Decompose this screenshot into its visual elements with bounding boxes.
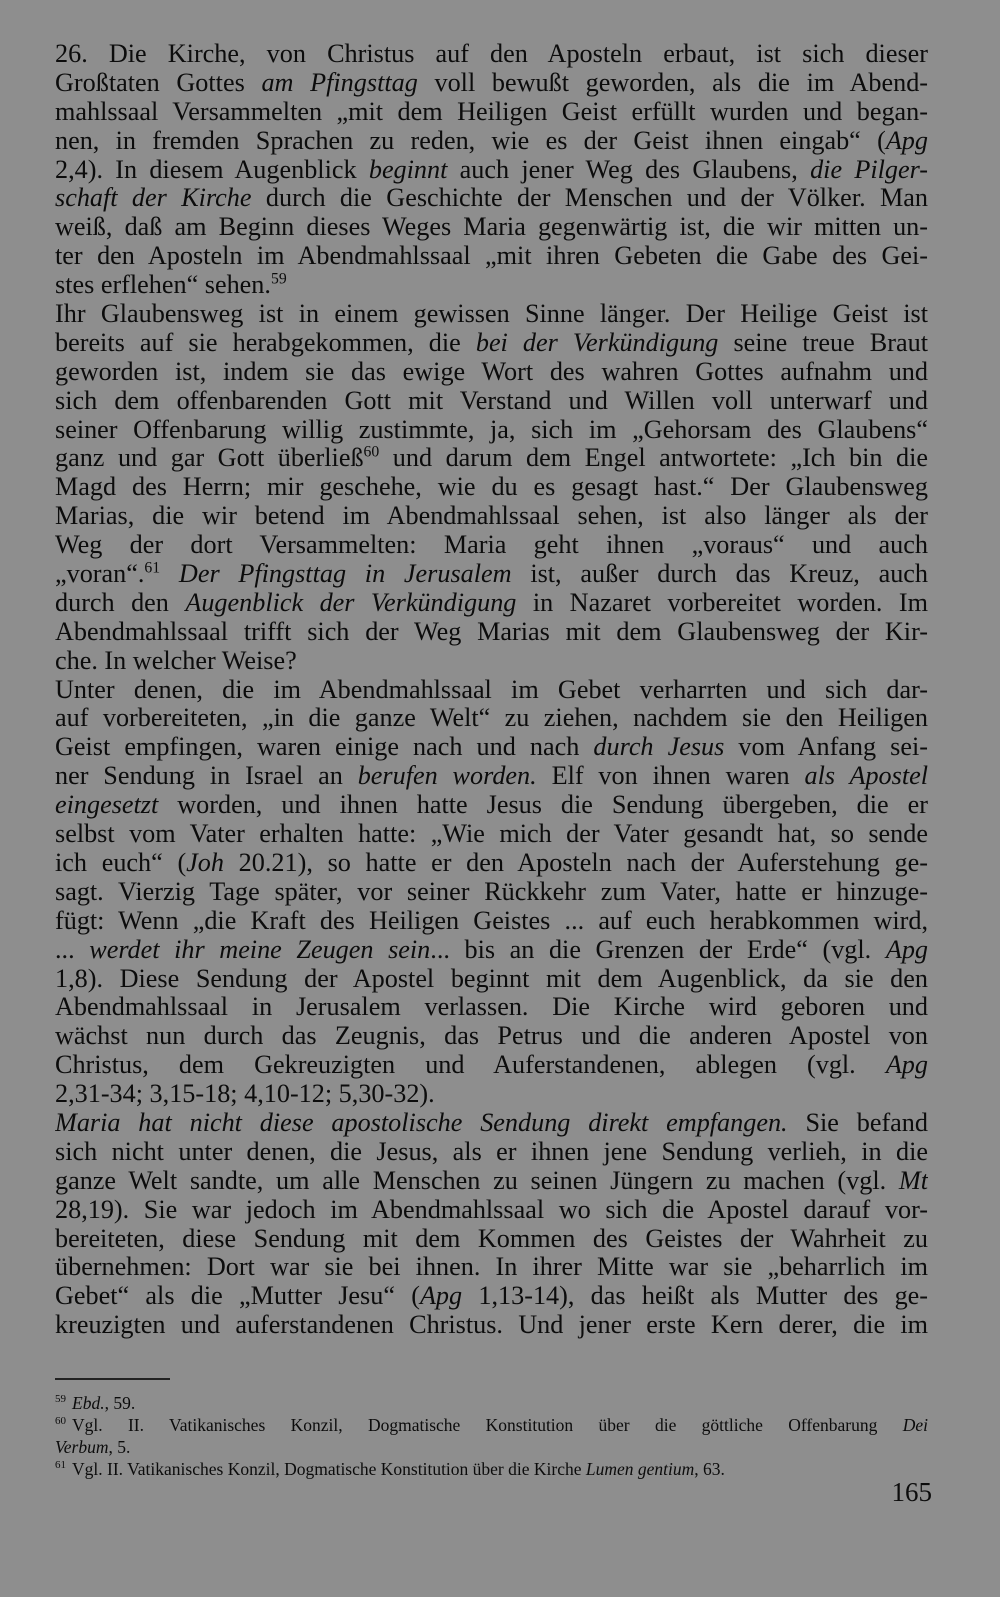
text-line: stes erflehen“ sehen.$^{59}$ xyxy=(55,270,287,300)
text-line: kreuzigten und auferstandenen Christus. Und jener erste Kern derer, die im xyxy=(55,1311,928,1340)
text-line: mahlssaal Versammelten „mit dem Heiligen Geist erfüllt wurden und began- xyxy=(55,97,928,126)
text-line: 26. Die Kirche, von Christus auf den Aposteln erbaut, ist sich dieser xyxy=(55,40,928,68)
text-line: eingesetzt worden, und ihnen hatte Jesus die Sendung übergeben, die er xyxy=(55,791,928,820)
text-line: „voran“.$^{61}$ Der Pfingsttag in Jerusalem ist, außer durch das Kreuz, auch xyxy=(55,560,928,589)
text-line: ganze Welt sandte, um alle Menschen zu seinen Jüngern zu machen (vgl. Mt xyxy=(55,1166,928,1195)
text-line: auf vorbereiteten, „in die ganze Welt“ zu ziehen, nachdem sie den Heiligen xyxy=(55,704,928,733)
text-line: bereits auf sie herabgekommen, die bei der Verkündigung seine treue Braut xyxy=(55,328,928,357)
text-line: Gebet“ als die „Mutter Jesu“ (Apg 1,13-14), das heißt als Mutter des ge- xyxy=(55,1282,928,1311)
text-line: Abendmahlssaal in Jerusalem verlassen. Die Kirche wird geboren und xyxy=(55,993,928,1022)
text-line: Unter denen, die im Abendmahlssaal im Gebet verharrten und sich dar- xyxy=(55,675,928,704)
text-line: durch den Augenblick der Verkündigung in Nazaret vorbereitet worden. Im xyxy=(55,588,928,617)
text-line: ganz und gar Gott überließ$^{60}$ und darum dem Engel antwortete: „Ich bin die xyxy=(55,444,928,473)
text-line: ich euch“ (Joh 20.21), so hatte er den Aposteln nach der Auferstehung ge- xyxy=(55,848,928,877)
text-line: seiner Offenbarung willig zustimmte, ja, sich im „Gehorsam des Glaubens“ xyxy=(55,415,928,444)
text-line: sich nicht unter denen, die Jesus, als er ihnen jene Sendung verlieh, in die xyxy=(55,1137,928,1166)
text-line: Weg der dort Versammelten: Maria geht ihnen „voraus“ und auch xyxy=(55,531,928,560)
text-line: geworden ist, indem sie das ewige Wort des wahren Gottes aufnahm und xyxy=(55,357,928,386)
text-line: wächst nun durch das Zeugnis, das Petrus und die anderen Apostel von xyxy=(55,1022,928,1051)
text-line: 2,31-34; 3,15-18; 4,10-12; 5,30-32). xyxy=(55,1079,435,1109)
footnote: $^{59}$ Ebd., 59. xyxy=(55,1393,136,1413)
text-line: che. In welcher Weise? xyxy=(55,645,297,675)
page-number: 165 xyxy=(891,1477,932,1507)
footnote-mark: 61 xyxy=(55,1459,66,1472)
text-line: Magd des Herrn; mir geschehe, wie du es gesagt hast.“ Der Glaubensweg xyxy=(55,473,928,502)
text-line: Großtaten Gottes am Pfingsttag voll bewußt geworden, als die im Abend- xyxy=(55,68,928,97)
text-line: schaft der Kirche durch die Geschichte der Menschen und der Völker. Man xyxy=(55,184,928,213)
text-line: Marias, die wir betend im Abendmahlssaal sehen, ist also länger als der xyxy=(55,502,928,531)
text-line: 2,4). In diesem Augenblick beginnt auch jener Weg des Glaubens, die Pilger- xyxy=(55,155,928,184)
text-line: bereiteten, diese Sendung mit dem Kommen des Geistes der Wahrheit zu xyxy=(55,1224,928,1253)
footnote-divider xyxy=(55,1378,170,1380)
footnote: $^{60}$ Vgl. II. Vatikanisches Konzil, Dogmatische Konstitution über die göttliche Offenbarung Dei xyxy=(55,1415,928,1435)
main-text xyxy=(55,40,928,1340)
text-line: ter den Aposteln im Abendmahlssaal „mit ihren Gebeten die Gabe des Gei- xyxy=(55,242,928,271)
text-line: Christus, dem Gekreuzigten und Auferstandenen, ablegen (vgl. Apg xyxy=(55,1051,928,1080)
text-line: weiß, daß am Beginn dieses Weges Maria gegenwärtig ist, die wir mitten un- xyxy=(55,213,928,242)
text-line: 28,19). Sie war jedoch im Abendmahlssaal wo sich die Apostel darauf vor- xyxy=(55,1195,928,1224)
footnote: Verbum, 5. xyxy=(55,1437,131,1457)
text-line: 1,8). Diese Sendung der Apostel beginnt mit dem Augenblick, da sie den xyxy=(55,964,928,993)
footnote-mark: 59 xyxy=(55,1393,66,1406)
text-line: sich dem offenbarenden Gott mit Verstand und Willen voll unterwarf und xyxy=(55,386,928,415)
text-line: selbst vom Vater erhalten hatte: „Wie mich der Vater gesandt hat, so sende xyxy=(55,820,928,849)
text-line: übernehmen: Dort war sie bei ihnen. In ihrer Mitte war sie „beharrlich im xyxy=(55,1253,928,1282)
text-line: ner Sendung in Israel an berufen worden. Elf von ihnen waren als Apostel xyxy=(55,762,928,791)
footnote-mark: 60 xyxy=(55,1415,66,1428)
text-line: ... werdet ihr meine Zeugen sein... bis an die Grenzen der Erde“ (vgl. Apg xyxy=(55,935,928,964)
text-line: nen, in fremden Sprachen zu reden, wie es der Geist ihnen eingab“ (Apg xyxy=(55,126,928,155)
text-line: Abendmahlssaal trifft sich der Weg Marias mit dem Glaubensweg der Kir- xyxy=(55,617,928,646)
text-line: Maria hat nicht diese apostolische Sendung direkt empfangen. Sie befand xyxy=(55,1108,928,1137)
text-line: Ihr Glaubensweg ist in einem gewissen Sinne länger. Der Heilige Geist ist xyxy=(55,300,928,329)
text-line: fügt: Wenn „die Kraft des Heiligen Geistes ... auf euch herabkommen wird, xyxy=(55,906,928,935)
text-line: sagt. Vierzig Tage später, vor seiner Rückkehr zum Vater, hatte er hinzuge- xyxy=(55,877,928,906)
footnotes xyxy=(55,1392,928,1480)
text-line: Geist empfingen, waren einige nach und nach durch Jesus vom Anfang sei- xyxy=(55,733,928,762)
footnote: $^{61}$ Vgl. II. Vatikanisches Konzil, Dogmatische Konstitution über die Kirche Lumen gentium, 63. xyxy=(55,1459,725,1479)
